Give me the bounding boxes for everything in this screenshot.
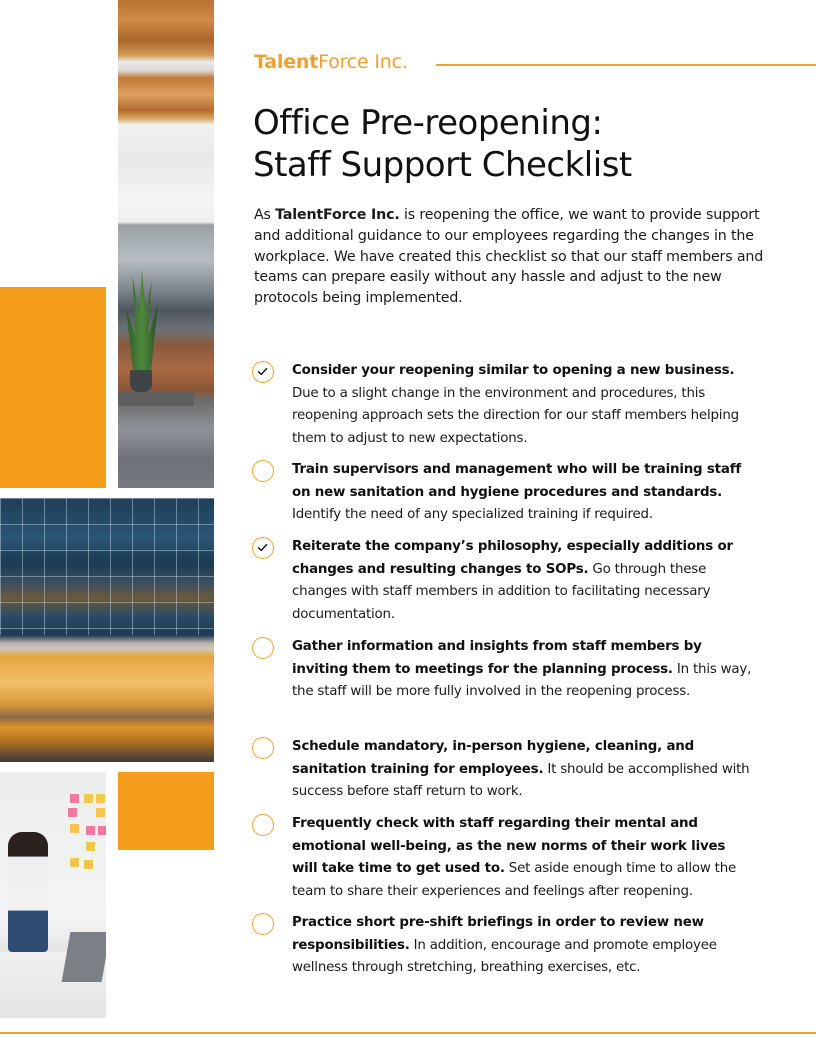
- checkbox-checked[interactable]: [252, 537, 274, 559]
- whiteboard-photo: [0, 772, 106, 1018]
- item-lead: Practice short pre-shift briefings in order to review new responsibilities.: [292, 915, 704, 953]
- pot-shape: [130, 370, 152, 392]
- item-lead: Train supervisors and management who will be training staff on new sanitation and hygiene procedures and standards.: [292, 462, 741, 500]
- title-line-1: Office Pre-reopening:: [253, 103, 603, 143]
- intro-company: TalentForce Inc.: [275, 207, 400, 223]
- check-icon: [257, 542, 268, 553]
- sticky-note: [70, 794, 79, 803]
- sticky-note: [96, 808, 105, 817]
- sticky-note: [96, 794, 105, 803]
- footer-divider: [0, 1032, 816, 1034]
- checklist-item-text: [292, 912, 754, 980]
- sticky-note: [86, 842, 95, 851]
- person-shape: [8, 832, 48, 952]
- building-storefront-photo: [0, 498, 214, 762]
- checklist-item-text: [292, 536, 754, 626]
- item-lead: Reiterate the company’s philosophy, especially additions or changes and resulting changes to SOPs.: [292, 539, 733, 577]
- item-body: Identify the need of any specialized training if required.: [292, 507, 653, 522]
- sticky-note: [68, 808, 77, 817]
- checklist-item-text: [292, 736, 754, 804]
- intro-body: is reopening the office, we want to provide support and additional guidance to our employees regarding the changes in the workplace. We have created this checklist so that our staff members and teams can prepare easily without any hassle and adjust to the new protocols being implemented.: [254, 207, 764, 307]
- sticky-note: [70, 824, 79, 833]
- laptop-shape: [62, 932, 106, 982]
- checklist-item-text: [292, 360, 754, 450]
- checkbox-checked[interactable]: [252, 361, 274, 383]
- item-body: It should be accomplished with success before staff return to work.: [292, 761, 750, 799]
- brand-name-light: Force Inc.: [318, 51, 408, 73]
- item-body: Due to a slight change in the environment and procedures, this reopening approach sets the direction for our staff members helping them to adjust to new expectations.: [292, 385, 739, 446]
- table-shape: [118, 392, 194, 406]
- item-lead: Gather information and insights from staff members by inviting them to meetings for the planning process.: [292, 639, 702, 677]
- checkbox-unchecked[interactable]: [252, 637, 274, 659]
- checklist-item-text: [292, 813, 754, 903]
- item-lead: Frequently check with staff regarding their mental and emotional well-being, as the new norms of their work lives will take time to get used to.: [292, 816, 726, 876]
- checkbox-unchecked[interactable]: [252, 460, 274, 482]
- sticky-note: [84, 794, 93, 803]
- checklist-item-text: [292, 636, 754, 704]
- checkbox-unchecked[interactable]: [252, 737, 274, 759]
- brand-name-bold: Talent: [254, 51, 319, 73]
- checklist-item-text: [292, 459, 754, 527]
- page-title: [253, 102, 773, 186]
- office-interior-photo: [118, 0, 214, 488]
- item-body: Go through these changes with staff members in addition to facilitating necessary documentation.: [292, 561, 711, 622]
- sticky-note: [86, 826, 95, 835]
- orange-accent-block-left: [0, 287, 106, 488]
- sticky-note: [84, 860, 93, 869]
- checkbox-unchecked[interactable]: [252, 913, 274, 935]
- sticky-note: [98, 826, 106, 835]
- item-body: Set aside enough time to allow the team to share their experiences and feelings after reopening.: [292, 861, 737, 899]
- header-divider: [436, 64, 816, 66]
- item-lead: Consider your reopening similar to opening a new business.: [292, 363, 735, 378]
- window-grid: [0, 498, 214, 635]
- sticky-note: [70, 858, 79, 867]
- intro-paragraph: [254, 205, 774, 309]
- intro-prefix: As: [254, 207, 276, 223]
- title-line-2: Staff Support Checklist: [253, 145, 632, 185]
- brand-logo: [254, 51, 408, 73]
- item-lead: Schedule mandatory, in-person hygiene, cleaning, and sanitation training for employees.: [292, 739, 695, 777]
- plant-shape: [126, 270, 158, 380]
- orange-accent-block-small: [118, 772, 214, 850]
- check-icon: [257, 366, 268, 377]
- item-body: In this way, the staff will be more fully involved in the reopening process.: [292, 661, 752, 699]
- checkbox-unchecked[interactable]: [252, 814, 274, 836]
- item-body: In addition, encourage and promote employee wellness through stretching, breathing exercises, etc.: [292, 937, 717, 975]
